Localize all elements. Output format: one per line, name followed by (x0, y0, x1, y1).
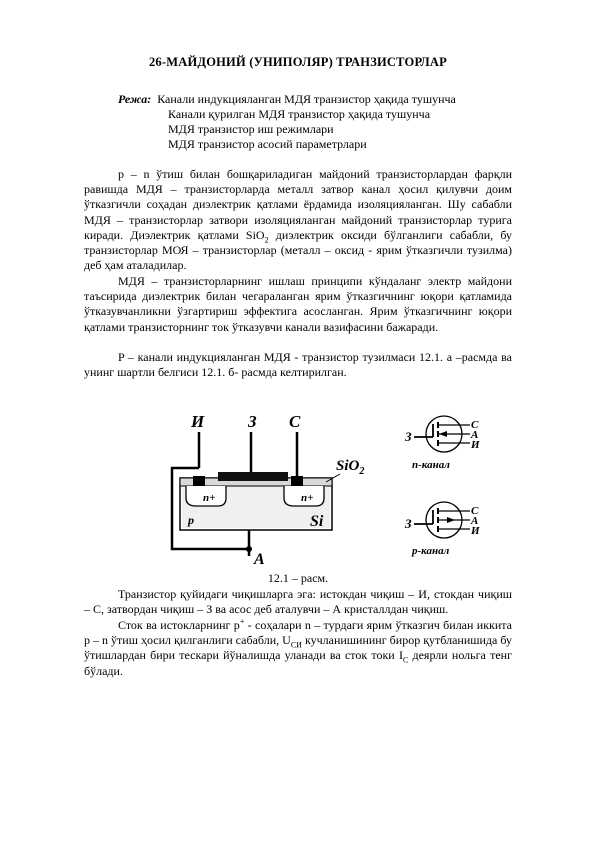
sym1-source-label: И (471, 439, 480, 451)
sym1-gate-label: З (405, 429, 412, 444)
n-plus-right-label: n+ (301, 492, 314, 504)
substrate-node (246, 546, 252, 552)
sym1-drain-label: С (471, 419, 479, 431)
source-contact (193, 476, 205, 486)
paragraph-4: Транзистор қуйидаги чиқишларга эга: истокдан чиқиш – И, стокдан чиқиш – С, затвордан чиқиш – З ва асос деб аталувчи – А кристаллдан чиқиш. (84, 587, 512, 617)
gate-metal (218, 472, 288, 481)
paragraph-1-text-b: диэлектрик оксиди бўлганлиги сабабли, бу транзисторлар МОЯ – транзисторлар (металл – оксид - ярим ўтказгичли тузилма) деб ҳам аталадилар. (84, 227, 512, 273)
plan-item-2: Канали қурилган МДЯ транзистор ҳақида тушунча (168, 107, 431, 121)
page-title: 26-МАЙДОНИЙ (УНИПОЛЯР) ТРАНЗИСТОРЛАР (148, 55, 447, 69)
plan-item-1: Канали индукцияланган МДЯ транзистор ҳақида тушунча (157, 92, 456, 106)
paragraph-1-text-a: p – n ўтиш билан бошқариладиган майдоний транзисторлардан фарқли равишда МДЯ – транзисторларда металл затвор канал ҳосил қилувчи доим ўтказгичли соҳадан диэлектрик қатлами ёрдамида изоляцияланган. Шу сабабли МДЯ – транзисторлар затвори изоляцияланган майдоний транзисторлар турига киради. Диэлектрик қатлами SiO (84, 167, 512, 242)
paragraph-5-sub-2: С (402, 655, 409, 665)
paragraph-5-sub-1: СИ (290, 640, 302, 650)
plan-item-3: МДЯ транзистор иш режимлари (168, 122, 334, 136)
symbol-n-channel (404, 416, 480, 471)
label-substrate: А (254, 551, 265, 568)
paragraph-5-text-b: - соҳалари n – турдаги ярим ўтказгич билан иккита p – n ўтиш ҳосил қилганлиги сабабли, U (84, 618, 512, 648)
sym1-substrate-label: А (471, 429, 479, 441)
drain-contact (291, 476, 303, 486)
paragraph-5 (84, 618, 512, 679)
substrate-type-label: p (188, 513, 194, 527)
sym2-caption: p-канал (412, 545, 450, 557)
paragraph-5-sup: + (239, 617, 245, 626)
sym2-drain-label: С (471, 505, 479, 517)
paragraph-5-text-c: кучланишининг бирор қутбланишида бу ўтишлардан бири тескари йўналишда уланади ва сток токи I (84, 633, 513, 663)
paragraph-1-sub: 2 (264, 235, 269, 245)
sym2-gate-label: З (405, 516, 412, 531)
paragraph-1 (84, 167, 512, 273)
plan-item (118, 92, 456, 107)
paragraph-5-text-a: Сток ва истокларнинг p (118, 618, 240, 632)
sym1-caption: n-канал (412, 459, 450, 471)
paragraph-5-text-d: деярли нольга тенг бўлади. (84, 648, 512, 678)
label-source: И (191, 412, 205, 431)
sym2-substrate-label: А (471, 515, 479, 527)
symbol-p-channel (404, 502, 480, 557)
paragraph-3: P – канали индукцияланган МДЯ - транзистор тузилмаси 12.1. а –расмда ва унинг шартли белгиси 12.1. б- расмда келтирилган. (84, 350, 512, 380)
figure-caption: 12.1 – расм. (267, 571, 329, 585)
plan-block (118, 92, 456, 152)
paragraph-2: МДЯ – транзисторларнинг ишлаш принципи кўндаланг электр майдони таъсирида диэлектрик билан чегараланган ярим ўтказгичнинг юқори қатламида ўтказувчанликни ўзгартириш эффектига асосланган. Ярим ўтказгичнинг юқори қатлами транзисторнинг ток ўтказувчи канали вазифасини бажаради. (84, 274, 512, 334)
transistor-figure (160, 410, 500, 570)
plan-label: Режа: (118, 92, 152, 106)
substrate-material-label: Si (310, 513, 324, 530)
plan-item-4: МДЯ транзистор асосий параметрлари (168, 137, 367, 151)
label-drain: С (289, 412, 301, 431)
n-plus-left-label: n+ (203, 492, 216, 504)
label-gate: З (248, 412, 257, 431)
oxide-label: SiO$_2$ (336, 458, 365, 477)
sym2-source-label: И (471, 525, 480, 537)
